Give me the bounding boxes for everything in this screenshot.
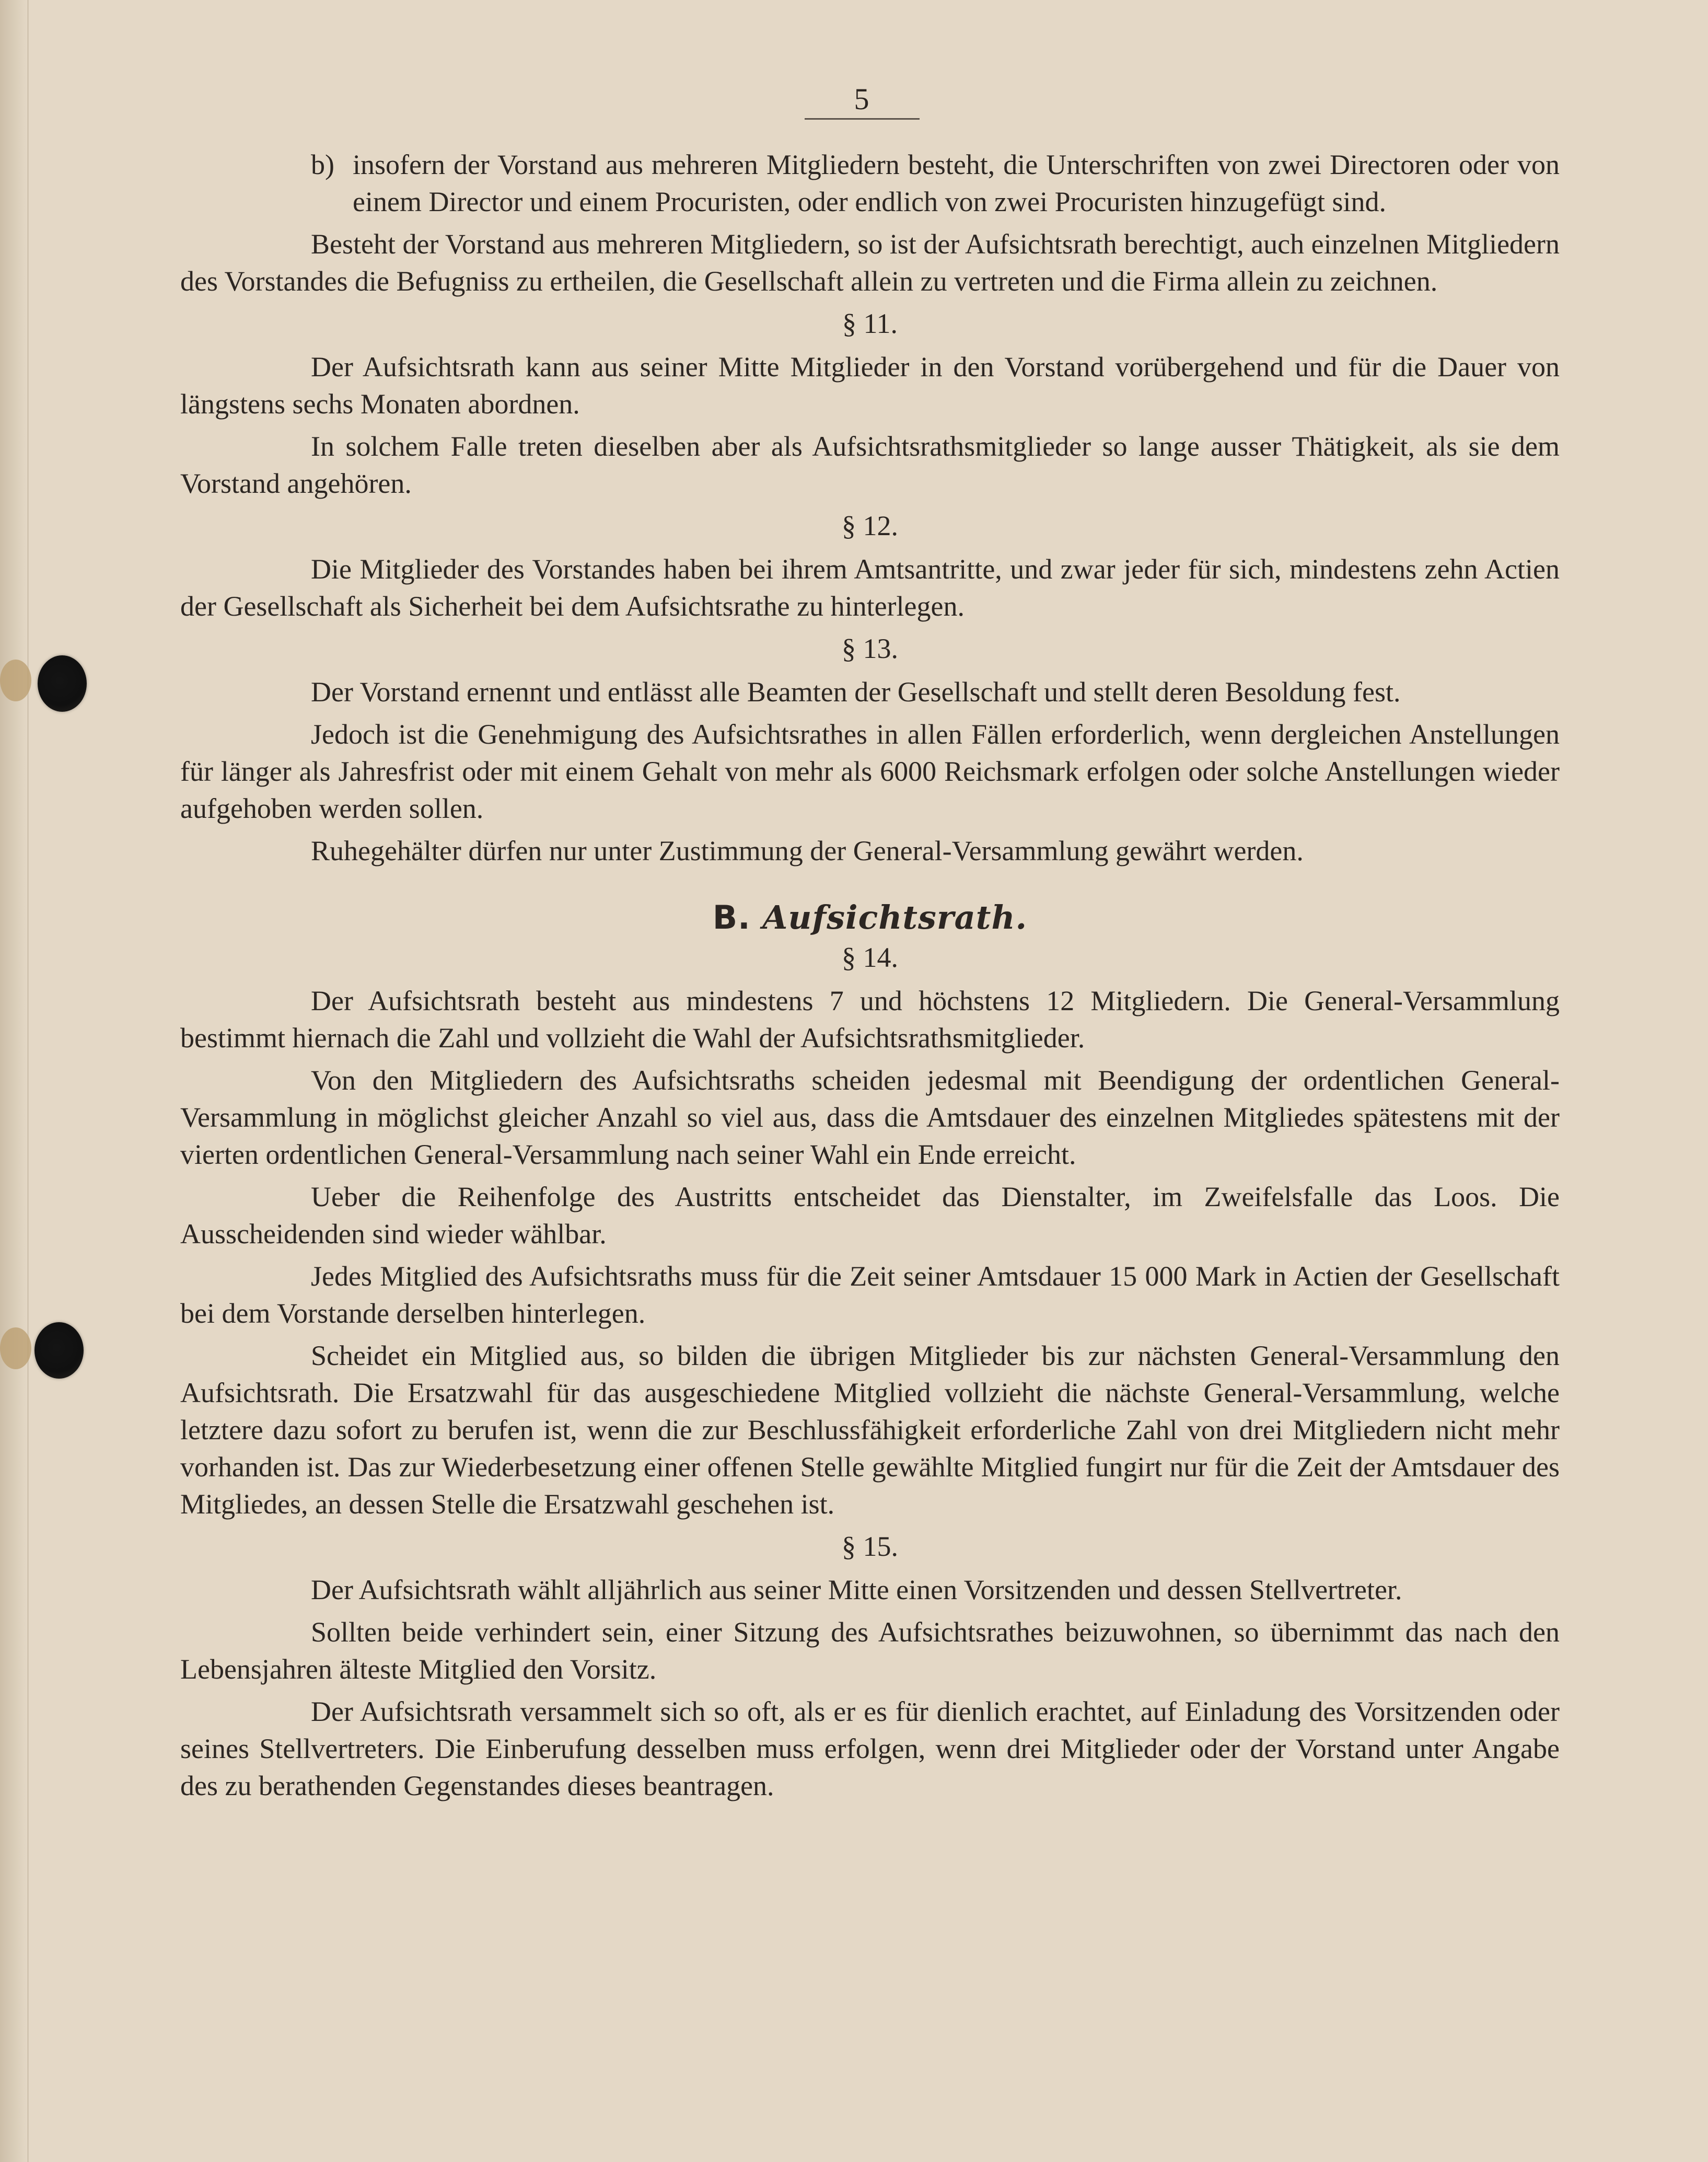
- paragraph: Der Aufsichtsrath wählt alljährlich aus seiner Mitte einen Vorsitzenden und dessen Stellvertreter.: [311, 1574, 1402, 1605]
- paragraph: Jedes Mitglied des Aufsichtsraths muss für die Zeit seiner Amtsdauer 15 000 Mark in Actien der Gesellschaft bei dem Vorstande derselben hinterlegen.: [180, 1261, 1560, 1329]
- part-title: Aufsichtsrath.: [762, 898, 1028, 937]
- part-letter: B.: [712, 898, 751, 937]
- paragraph: Ueber die Reihenfolge des Austritts entscheidet das Dienstalter, im Zweifelsfalle das Loos. Die Ausscheidenden sind wieder wählbar.: [180, 1181, 1560, 1250]
- paragraph: Ruhegehälter dürfen nur unter Zustimmung der General-Versammlung gewährt werden.: [311, 835, 1304, 866]
- paragraph: Jedoch ist die Genehmigung des Aufsichtsrathes in allen Fällen erforderlich, wenn dergleichen Anstellungen für länger als Jahresfrist oder mit einem Gehalt von mehr als 6000 Reichsmark erfolgen oder solche Anstellungen wieder aufgehoben werden sollen.: [180, 719, 1560, 824]
- section-heading-12: § 12.: [842, 510, 898, 541]
- section-heading-14: § 14.: [842, 942, 898, 973]
- section-heading-15: § 15.: [842, 1531, 898, 1562]
- page-number: 5: [805, 84, 920, 120]
- punch-hole-top: [38, 655, 87, 712]
- paragraph: Der Aufsichtsrath kann aus seiner Mitte Mitglieder in den Vorstand vorübergehend und für die Dauer von längstens sechs Monaten abordnen.: [180, 351, 1560, 420]
- punch-hole-bottom: [34, 1322, 84, 1379]
- section-heading-13: § 13.: [842, 633, 898, 664]
- paragraph: Von den Mitgliedern des Aufsichtsraths scheiden jedesmal mit Beendigung der ordentlichen General-Versammlung in möglichst gleicher Anzahl so viel aus, dass die Amtsdauer des einzelnen Mitgliedes spätestens mit der vierten ordentlichen General-Versammlung nach seiner Wahl ein Ende erreicht.: [180, 1065, 1560, 1170]
- paragraph: Der Aufsichtsrath versammelt sich so oft, als er es für dienlich erachtet, auf Einladung des Vorsitzenden oder seines Stellvertreters. Die Einberufung desselben muss erfolgen, wenn drei Mitglieder oder der Vorstand unter Angabe des zu berathenden Gegenstandes dieses beantragen.: [180, 1696, 1560, 1801]
- paragraph: Der Aufsichtsrath besteht aus mindestens 7 und höchstens 12 Mitgliedern. Die General-Versammlung bestimmt hiernach die Zahl und vollzieht die Wahl der Aufsichtsrathsmitglieder.: [180, 985, 1560, 1054]
- page-fold-line: [27, 0, 29, 2162]
- list-item-label: b): [311, 149, 334, 180]
- punch-hole-shadow-bottom: [0, 1327, 31, 1369]
- section-heading-11: § 11.: [842, 308, 898, 339]
- punch-hole-shadow-top: [0, 660, 31, 701]
- page-binding-edge: [0, 0, 27, 2162]
- paragraph: Der Vorstand ernennt und entlässt alle Beamten der Gesellschaft und stellt deren Besoldung fest.: [311, 676, 1401, 708]
- paragraph: Besteht der Vorstand aus mehreren Mitgliedern, so ist der Aufsichtsrath berechtigt, auch einzelnen Mitgliedern des Vorstandes die Befugniss zu ertheilen, die Gesellschaft allein zu vertreten und die Firma allein zu zeichnen.: [180, 228, 1560, 297]
- list-item-text: insofern der Vorstand aus mehreren Mitgliedern besteht, die Unterschriften von zwei Directoren oder von einem Director und einem Procuristen, oder endlich von zwei Procuristen hinzugefügt sind.: [353, 149, 1560, 217]
- paragraph: Scheidet ein Mitglied aus, so bilden die übrigen Mitglieder bis zur nächsten General-Versammlung den Aufsichtsrath. Die Ersatzwahl für das ausgeschiedene Mitglied vollzieht die nächste General-Versammlung, welche letztere dazu sofort zu berufen ist, wenn die zur Beschlussfähigkeit erforderliche Zahl von drei Mitgliedern nicht mehr vorhanden ist. Das zur Wiederbesetzung einer offenen Stelle gewählte Mitglied fungirt nur für die Zeit der Amtsdauer des Mitgliedes, an dessen Stelle die Ersatzwahl geschehen ist.: [180, 1340, 1560, 1520]
- part-heading: [180, 899, 1560, 936]
- list-item-b: [180, 146, 1560, 221]
- paragraph: In solchem Falle treten dieselben aber als Aufsichtsrathsmitglieder so lange ausser Thätigkeit, als sie dem Vorstand angehören.: [180, 431, 1560, 499]
- paragraph: Sollten beide verhindert sein, einer Sitzung des Aufsichtsrathes beizuwohnen, so übernimmt das nach den Lebensjahren älteste Mitglied den Vorsitz.: [180, 1616, 1560, 1685]
- paragraph: Die Mitglieder des Vorstandes haben bei ihrem Amtsantritte, und zwar jeder für sich, mindestens zehn Actien der Gesellschaft als Sicherheit bei dem Aufsichtsrathe zu hinterlegen.: [180, 553, 1560, 622]
- document-body: [180, 146, 1560, 1810]
